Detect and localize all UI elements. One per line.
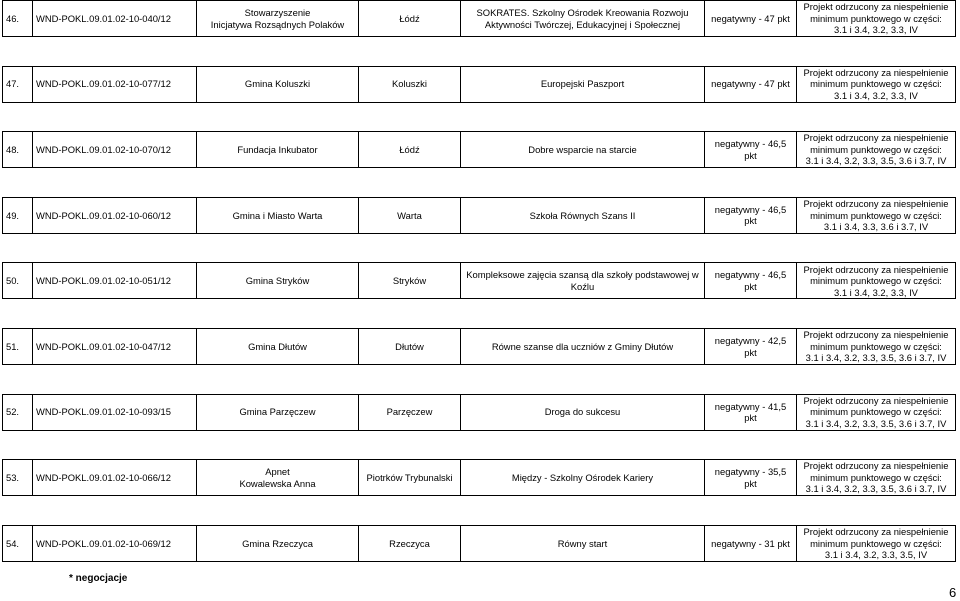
rating-result: negatywny - 35,5 pkt	[705, 460, 797, 496]
applicant-city: Parzęczew	[359, 394, 461, 430]
rating-result: negatywny - 42,5 pkt	[705, 328, 797, 364]
rating-result: negatywny - 47 pkt	[705, 66, 797, 102]
rejection-reason: Projekt odrzucony za niespełnienie minimum punktowego w części: 3.1 i 3.4, 3.2, 3.3, IV	[797, 66, 956, 102]
application-id: WND-POKL.09.01.02-10-066/12	[33, 460, 197, 496]
applicant-name: Apnet Kowalewska Anna	[197, 460, 359, 496]
row-spacer	[3, 496, 956, 525]
rejection-reason: Projekt odrzucony za niespełnienie minimum punktowego w części: 3.1 i 3.4, 3.2, 3.3, 3.5, 3.6 i 3.7, IV	[797, 460, 956, 496]
rejection-reason: Projekt odrzucony za niespełnienie minimum punktowego w części: 3.1 i 3.4, 3.2, 3.3, 3.5, 3.6 i 3.7, IV	[797, 328, 956, 364]
row-number: 51.	[3, 328, 33, 364]
row-spacer	[3, 233, 956, 262]
applicant-city: Rzeczyca	[359, 525, 461, 561]
project-title: Europejski Paszport	[461, 66, 705, 102]
rejection-reason: Projekt odrzucony za niespełnienie minimum punktowego w części: 3.1 i 3.4, 3.2, 3.3, IV	[797, 1, 956, 37]
applicant-city: Piotrków Trybunalski	[359, 460, 461, 496]
table-row	[3, 328, 956, 364]
applicant-name: Gmina i Miasto Warta	[197, 197, 359, 233]
rating-result: negatywny - 41,5 pkt	[705, 394, 797, 430]
application-id: WND-POKL.09.01.02-10-077/12	[33, 66, 197, 102]
project-title: Kompleksowe zajęcia szansą dla szkoły podstawowej w Koźlu	[461, 263, 705, 299]
application-id: WND-POKL.09.01.02-10-040/12	[33, 1, 197, 37]
row-number: 50.	[3, 263, 33, 299]
application-id: WND-POKL.09.01.02-10-069/12	[33, 525, 197, 561]
project-title: Dobre wsparcie na starcie	[461, 132, 705, 168]
project-title: Droga do sukcesu	[461, 394, 705, 430]
table-row	[3, 460, 956, 496]
row-number: 47.	[3, 66, 33, 102]
application-id: WND-POKL.09.01.02-10-070/12	[33, 132, 197, 168]
row-spacer-cell	[3, 233, 956, 262]
row-spacer	[3, 168, 956, 197]
applicant-city: Koluszki	[359, 66, 461, 102]
table-row	[3, 132, 956, 168]
table-row	[3, 1, 956, 37]
project-title: SOKRATES. Szkolny Ośrodek Kreowania Rozwoju Aktywności Twórczej, Edukacyjnej i Społecznej	[461, 1, 705, 37]
row-spacer	[3, 37, 956, 66]
row-spacer-cell	[3, 365, 956, 394]
applicant-name: Stowarzyszenie Inicjatywa Rozsądnych Polaków	[197, 1, 359, 37]
table-row	[3, 394, 956, 430]
applicant-name: Gmina Stryków	[197, 263, 359, 299]
application-id: WND-POKL.09.01.02-10-047/12	[33, 328, 197, 364]
rating-result: negatywny - 46,5 pkt	[705, 263, 797, 299]
row-spacer-cell	[3, 299, 956, 328]
rating-result: negatywny - 31 pkt	[705, 525, 797, 561]
applicant-name: Fundacja Inkubator	[197, 132, 359, 168]
applicant-name: Gmina Parzęczew	[197, 394, 359, 430]
row-number: 48.	[3, 132, 33, 168]
rejection-reason: Projekt odrzucony za niespełnienie minimum punktowego w części: 3.1 i 3.4, 3.2, 3.3, 3.5, IV	[797, 525, 956, 561]
applicant-city: Stryków	[359, 263, 461, 299]
page-number: 6	[949, 585, 957, 600]
applicant-name: Gmina Dłutów	[197, 328, 359, 364]
project-title: Między - Szkolny Ośrodek Kariery	[461, 460, 705, 496]
rejection-reason: Projekt odrzucony za niespełnienie minimum punktowego w części: 3.1 i 3.4, 3.2, 3.3, IV	[797, 263, 956, 299]
row-spacer-cell	[3, 168, 956, 197]
table-row	[3, 525, 956, 561]
rating-result: negatywny - 47 pkt	[705, 1, 797, 37]
project-title: Równy start	[461, 525, 705, 561]
row-spacer	[3, 430, 956, 459]
applicant-city: Dłutów	[359, 328, 461, 364]
application-id: WND-POKL.09.01.02-10-093/15	[33, 394, 197, 430]
application-id: WND-POKL.09.01.02-10-060/12	[33, 197, 197, 233]
applicant-name: Gmina Koluszki	[197, 66, 359, 102]
row-spacer-cell	[3, 102, 956, 131]
application-id: WND-POKL.09.01.02-10-051/12	[33, 263, 197, 299]
rating-result: negatywny - 46,5 pkt	[705, 197, 797, 233]
table-row	[3, 66, 956, 102]
table-row	[3, 197, 956, 233]
row-spacer-cell	[3, 37, 956, 66]
rejection-reason: Projekt odrzucony za niespełnienie minimum punktowego w części: 3.1 i 3.4, 3.3, 3.6 i 3.7, IV	[797, 197, 956, 233]
applicant-city: Warta	[359, 197, 461, 233]
project-title: Równe szanse dla uczniów z Gminy Dłutów	[461, 328, 705, 364]
rejection-reason: Projekt odrzucony za niespełnienie minimum punktowego w części: 3.1 i 3.4, 3.2, 3.3, 3.5, 3.6 i 3.7, IV	[797, 394, 956, 430]
row-number: 52.	[3, 394, 33, 430]
results-table	[2, 0, 956, 562]
rejection-reason: Projekt odrzucony za niespełnienie minimum punktowego w części: 3.1 i 3.4, 3.2, 3.3, 3.5, 3.6 i 3.7, IV	[797, 132, 956, 168]
results-table-body	[3, 1, 956, 562]
row-number: 49.	[3, 197, 33, 233]
table-row	[3, 263, 956, 299]
row-number: 54.	[3, 525, 33, 561]
row-number: 53.	[3, 460, 33, 496]
row-spacer	[3, 365, 956, 394]
row-spacer-cell	[3, 496, 956, 525]
rating-result: negatywny - 46,5 pkt	[705, 132, 797, 168]
project-title: Szkoła Równych Szans II	[461, 197, 705, 233]
applicant-city: Łódź	[359, 132, 461, 168]
footnote: * negocjacje	[69, 573, 128, 584]
row-spacer	[3, 299, 956, 328]
row-spacer	[3, 102, 956, 131]
applicant-name: Gmina Rzeczyca	[197, 525, 359, 561]
row-number: 46.	[3, 1, 33, 37]
applicant-city: Łódź	[359, 1, 461, 37]
row-spacer-cell	[3, 430, 956, 459]
